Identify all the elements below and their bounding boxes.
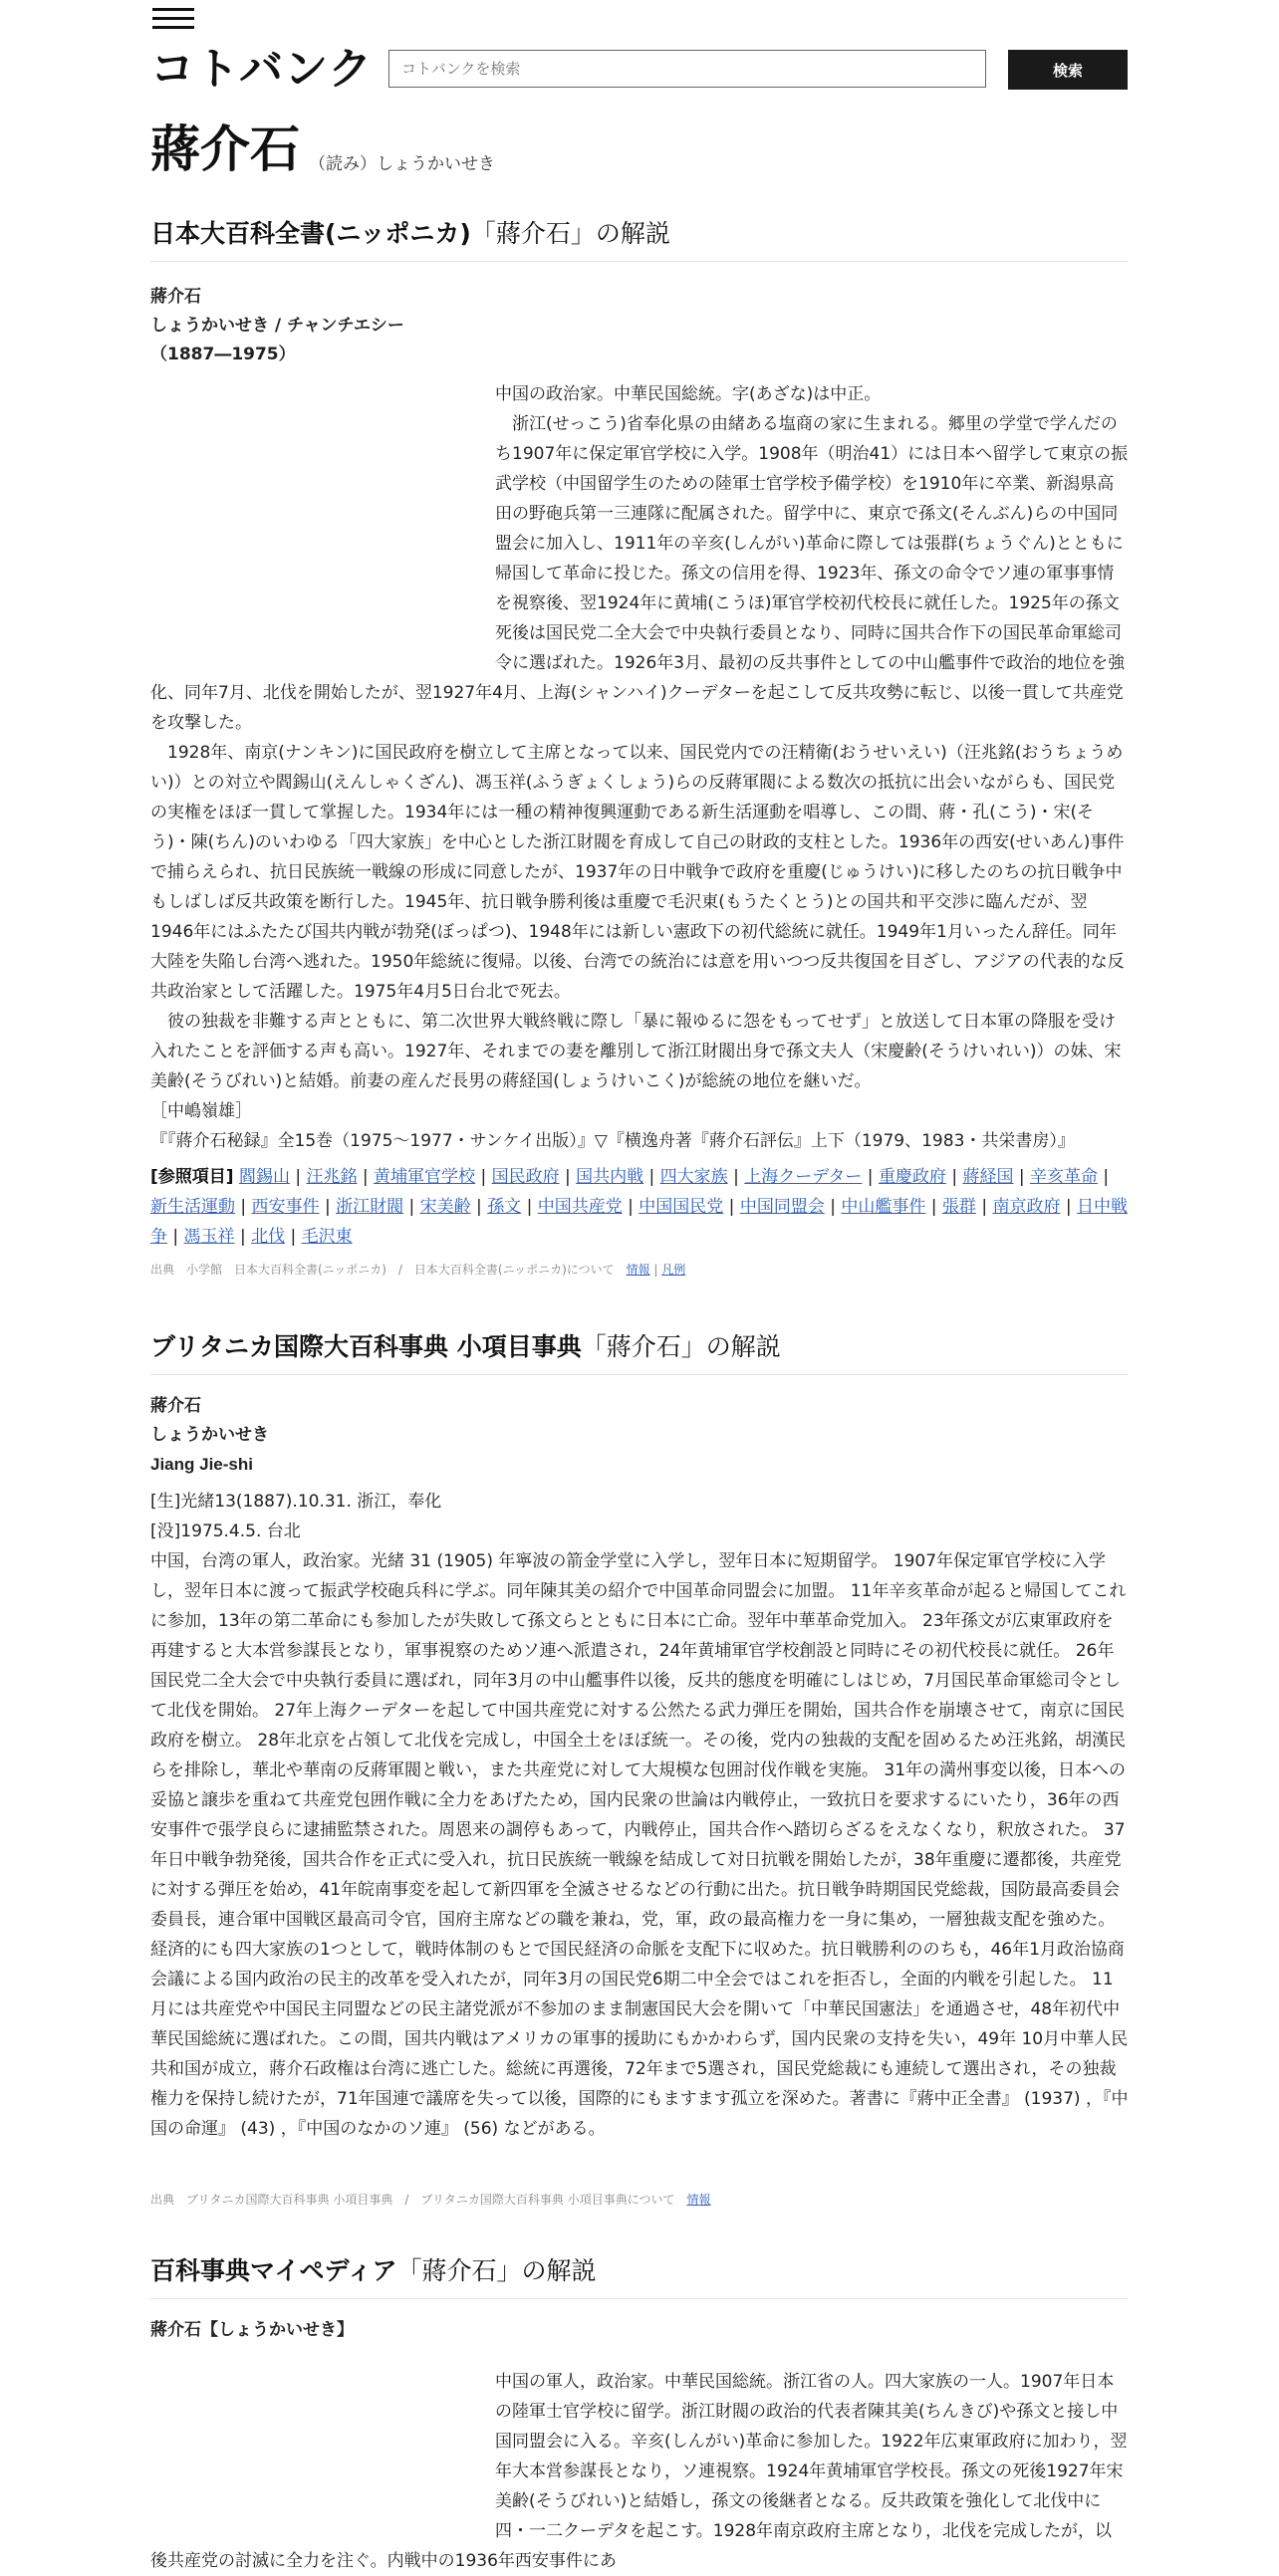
entry-paragraph: 浙江(せっこう)省奉化県の由緒ある塩商の家に生まれる。郷里の学堂で学んだのち1907年に保定軍官学校に入学。1908年（明治41）には日本へ留学して東京の振武学校（中国留学生のための陸軍士官学校予備学校）を1910年に卒業、新潟県高田の野砲兵第一三連隊に配属された。留学中に、東京で孫文(そんぶん)らの中国同盟会に加入し、1911年の辛亥(しんがい)革命に際しては張群(ちょうぐん)とともに帰国して革命に投じた。孫文の信用を得、1923年、孫文の命令でソ連の軍事事情を視察後、翌1924年に黄埔(こうほ)軍官学校初代校長に就任した。1925年の孫文死後は国民党二全大会で中央執行委員となり、同時に国共合作下の国民革命軍総司令に選ばれた。1926年3月、最初の反共事件としての中山艦事件で政治的地位を強化、同年7月、北伐を開始したが、翌1927年4月、上海(シャンハイ)クーデターを起こして反共攻勢に転じ、以後一貫して共産党を攻撃した。: [150, 414, 1129, 733]
reference-link[interactable]: 孫文: [487, 1197, 522, 1217]
reference-link[interactable]: 新生活運動: [150, 1197, 235, 1217]
reference-link[interactable]: 日中戦争: [150, 1197, 1129, 1247]
reference-link[interactable]: 上海クーデター: [744, 1167, 863, 1187]
entry-author: ［中嶋嶺雄］: [150, 1101, 252, 1121]
reference-list: [参照項目] 閻錫山 | 汪兆銘 | 黄埔軍官学校 | 国民政府 | 国共内戦 | 四大家族 | 上海クーデター | 重慶政府 | 蔣経国 | 辛亥革命 | 新生活運動 | 西安事件 | 浙江財閥 | 宋美齢 | 孫文 | 中国共産党 | 中国国民党 | 中国同盟会 | 中山艦事件 | 張群 | 南京政府 | 日中戦争 | 馮玉祥 | 北伐 | 毛沢東: [150, 1167, 1129, 1247]
entry-english-name: Jiang Jie-shi: [150, 1455, 253, 1474]
reference-link[interactable]: 蔣経国: [962, 1167, 1014, 1187]
reference-link[interactable]: 国民政府: [491, 1167, 560, 1187]
source-info-link[interactable]: 情報: [686, 2193, 711, 2207]
reference-link[interactable]: 南京政府: [992, 1197, 1061, 1217]
entry-name: 蔣介石: [150, 1396, 201, 1416]
source-info-link[interactable]: 情報: [626, 1263, 650, 1277]
search-input[interactable]: [388, 50, 986, 88]
entry-paragraph: 中国の政治家。中華民国総統。字(あざな)は中正。: [495, 384, 882, 404]
section-title-nipponica: [150, 217, 1129, 262]
reference-link[interactable]: 黄埔軍官学校: [374, 1167, 476, 1187]
entry-reading: しょうかいせき / チャンチエシー: [150, 316, 404, 336]
reference-link[interactable]: 馮玉祥: [183, 1227, 235, 1247]
source-text: 出典 ブリタニカ国際大百科事典 小項目事典 / ブリタニカ国際大百科事典 小項目事典について: [150, 2193, 687, 2207]
search-button[interactable]: 検索: [1008, 50, 1128, 90]
reference-link[interactable]: 重慶政府: [878, 1167, 946, 1187]
reference-link[interactable]: 国共内戦: [576, 1167, 644, 1187]
entry-mypedia: [150, 2316, 1129, 2576]
source-text: 出典 小学館 日本大百科全書(ニッポニカ) / 日本大百科全書(ニッポニカ)について: [150, 1263, 627, 1277]
source-legend-link[interactable]: 凡例: [661, 1263, 686, 1277]
entry-paragraph: 彼の独裁を非難する声とともに、第二次世界大戦終戦に際し「暴に報ゆるに怨をもってせず」と放送して日本軍の降服を受け入れたことを評価する声も高い。1927年、それまでの妻を離別して浙江財閥出身で孫文夫人（宋慶齢(そうけいれい)）の妹、宋美齢(そうびれい)と結婚。前妻の産んだ長男の蔣経国(しょうけいこく)が総統の地位を継いだ。: [150, 1012, 1122, 1091]
reference-label: [参照項目]: [150, 1167, 234, 1187]
page-title: 蔣介石: [150, 120, 300, 178]
entry-name: 蔣介石: [150, 287, 201, 307]
entry-dates: （1887―1975）: [150, 345, 296, 364]
entry-bibliography: 『『蔣介石秘録』全15巻（1975～1977・サンケイ出版）』▽『横逸舟著『蔣介石評伝』上下（1979、1983・共栄書房）』: [150, 1131, 1075, 1151]
reference-link[interactable]: 四大家族: [659, 1167, 728, 1187]
section-suffix: 「蔣介石」の解説: [396, 2256, 597, 2285]
site-logo[interactable]: コトバンク: [150, 44, 374, 95]
reference-link[interactable]: 張群: [941, 1197, 976, 1217]
page-title-reading: （読み）しょうかいせき: [309, 154, 495, 174]
reference-link[interactable]: 閻錫山: [238, 1167, 290, 1187]
section-title-britannica: [150, 1330, 1129, 1375]
entry-born: [生]光緒13(1887).10.31. 浙江，奉化: [150, 1492, 442, 1512]
entry-britannica: [150, 1392, 1129, 2144]
reference-link[interactable]: 中山艦事件: [841, 1197, 926, 1217]
entry-reading: しょうかいせき: [150, 1425, 269, 1445]
section-suffix: 「蔣介石」の解説: [470, 219, 670, 248]
source-line-nipponica: 出典 小学館 日本大百科全書(ニッポニカ) / 日本大百科全書(ニッポニカ)について 情報 | 凡例: [150, 1263, 686, 1277]
reference-link[interactable]: 辛亥革命: [1030, 1167, 1099, 1187]
entry-body: 中国，台湾の軍人，政治家。光緒 31 (1905) 年寧波の箭金学堂に入学し，翌年日本に短期留学。 1907年保定軍官学校に入学し，翌年日本に渡って振武学校砲兵科に学ぶ。同年陳其美の紹介で中国革命同盟会に加盟。 11年辛亥革命が起ると帰国してこれに参加，13年の第二革命にも参加したが失敗して孫文らとともに日本に亡命。翌年中華革命党加入。 23年孫文が広東軍政府を再建すると大本営参謀長となり，軍事視察のためソ連へ派遣され，24年黄埔軍官学校創設と同時にその初代校長に就任。 26年国民党二全大会で中央執行委員に選ばれ，同年3月の中山艦事件以後，反共的態度を明確にしはじめ，7月国民革命軍総司令として北伐を開始。 27年上海クーデターを起して中国共産党に対する公然たる武力弾圧を開始，国共合作を崩壊させて，南京に国民政府を樹立。 28年北京を占領して北伐を完成し，中国全土をほぼ統一。その後，党内の独裁的支配を固めるため汪兆銘，胡漢民らを排除し，華北や華南の反蔣軍閥と戦い，また共産党に対して大規模な包囲討伐作戦を実施。 31年の満州事変以後，日本への妥協と譲歩を重ねて共産党包囲作戦に全力をあげたため，国内民衆の世論は内戦停止，一致抗日を要求するにいたり，36年の西安事件で張学良らに逮捕監禁された。周恩来の調停もあって，内戦停止，国共合作へ踏切らざるをえなくなり，釈放された。 37年日中戦争勃発後，国共合作を正式に受入れ，抗日民族統一戦線を結成して対日抗戦を開始したが，38年重慶に遷都後，共産党に対する弾圧を始め，41年皖南事変を起して新四軍を全滅させるなどの行動に出た。抗日戦争時期国民党総裁，国防最高委員会委員長，連合軍中国戦区最高司令官，国府主席などの職を兼ね，党，軍，政の最高権力を一身に集め，一層独裁支配を強めた。経済的にも四大家族の1つとして，戦時体制のもとで国民経済の命脈を支配下に収めた。抗日戦勝利ののちも，46年1月政治協商会議による国内政治の民主的改革を受入れたが，同年3月の国民党6期二中全会ではこれを拒否し，全面的内戦を引起した。 11月には共産党や中国民主同盟などの民主諸党派が不参加のまま制憲国民大会を開いて「中華民国憲法」を通過させ，48年初代中華民国総統に選ばれた。この間，国共内戦はアメリカの軍事的援助にもかかわらず，国内民衆の支持を失い，49年 10月中華人民共和国が成立，蔣介石政権は台湾に逃亡した。総統に再選後，72年まで5選され，国民党総裁にも連続して選出され，その独裁権力を保持し続けたが，71年国連で議席を失って以後，国際的にもますます孤立を深めた。著書に『蔣中正全書』 (1937) ，『中国の命運』 (43) ，『中国のなかのソ連』 (56) などがある。: [150, 1551, 1129, 2139]
reference-link[interactable]: 西安事件: [251, 1197, 320, 1217]
section-source-name: 日本大百科全書(ニッポニカ): [150, 219, 471, 248]
reference-link[interactable]: 浙江財閥: [336, 1197, 404, 1217]
section-source-name: ブリタニカ国際大百科事典 小項目事典: [150, 1332, 582, 1361]
image-placeholder: [150, 2367, 495, 2526]
entry-nipponica: [150, 283, 1129, 1252]
section-suffix: 「蔣介石」の解説: [581, 1332, 781, 1361]
hamburger-menu-icon[interactable]: [152, 8, 194, 30]
entry-died: [没]1975.4.5. 台北: [150, 1522, 301, 1541]
section-source-name: 百科事典マイペディア: [150, 2256, 397, 2285]
entry-body: 中国の軍人，政治家。中華民国総統。浙江省の人。四大家族の一人。1907年日本の陸軍士官学校に留学。浙江財閥の政治的代表者陳其美(ちんきび)や孫文と接し中国同盟会に入る。辛亥(しんがい)革命に参加した。1922年広東軍政府に加わり，翌年大本営参謀長となり，ソ連視察。1924年黄埔軍官学校長。孫文の死後1927年宋美齢(そうびれい)と結婚し，孫文の後継者となる。反共政策を強化して北伐中に四・一二クーデタを起こす。1928年南京政府主席となり，北伐を完成したが，以後共産党の討滅に全力を注ぐ。内戦中の1936年西安事件にあ: [150, 2372, 1128, 2571]
reference-link[interactable]: 宋美齢: [419, 1197, 471, 1217]
reference-link[interactable]: 中国共産党: [537, 1197, 623, 1217]
reference-link[interactable]: 北伐: [251, 1227, 286, 1247]
image-placeholder: [150, 379, 495, 676]
reference-link[interactable]: 中国国民党: [639, 1197, 724, 1217]
entry-name: 蔣介石【しょうかいせき】: [150, 2320, 354, 2340]
reference-link[interactable]: 毛沢東: [301, 1227, 353, 1247]
entry-paragraph: 1928年、南京(ナンキン)に国民政府を樹立して主席となって以来、国民党内での汪精衛(おうせいえい)（汪兆銘(おうちょうめい)）との対立や閻錫山(えんしゃくざん)、馮玉祥(ふうぎょくしょう)らの反蔣軍閥による数次の抵抗に出会いながらも、国民党の実権をほぼ一貫して掌握した。1934年には一種の精神復興運動である新生活運動を唱導し、この間、蔣・孔(こう)・宋(そう)・陳(ちん)のいわゆる「四大家族」を中心とした浙江財閥を育成して自己の財政的支柱とした。1936年の西安(せいあん)事件で捕らえられ、抗日民族統一戦線の形成に同意したが、1937年の日中戦争で政府を重慶(じゅうけい)に移したのちの抗日戦争中もしばしば反共政策を断行した。1945年、抗日戦争勝利後は重慶で毛沢東(もうたくとう)との国共和平交渉に臨んだが、翌1946年にはふたたび国共内戦が勃発(ぼっぱつ)、1948年には新しい憲政下の初代総統に就任。1949年1月いったん辞任。同年大陸を失陥し台湾へ逃れた。1950年総統に復帰。以後、台湾での統治には意を用いつつ反共復国を目ざし、アジアの代表的な反共政治家として活躍した。1975年4月5日台北で死去。: [150, 743, 1125, 1002]
reference-link[interactable]: 中国同盟会: [739, 1197, 825, 1217]
source-line-britannica: [150, 2191, 711, 2208]
reference-link[interactable]: 汪兆銘: [306, 1167, 358, 1187]
section-title-mypedia: [150, 2254, 1129, 2299]
